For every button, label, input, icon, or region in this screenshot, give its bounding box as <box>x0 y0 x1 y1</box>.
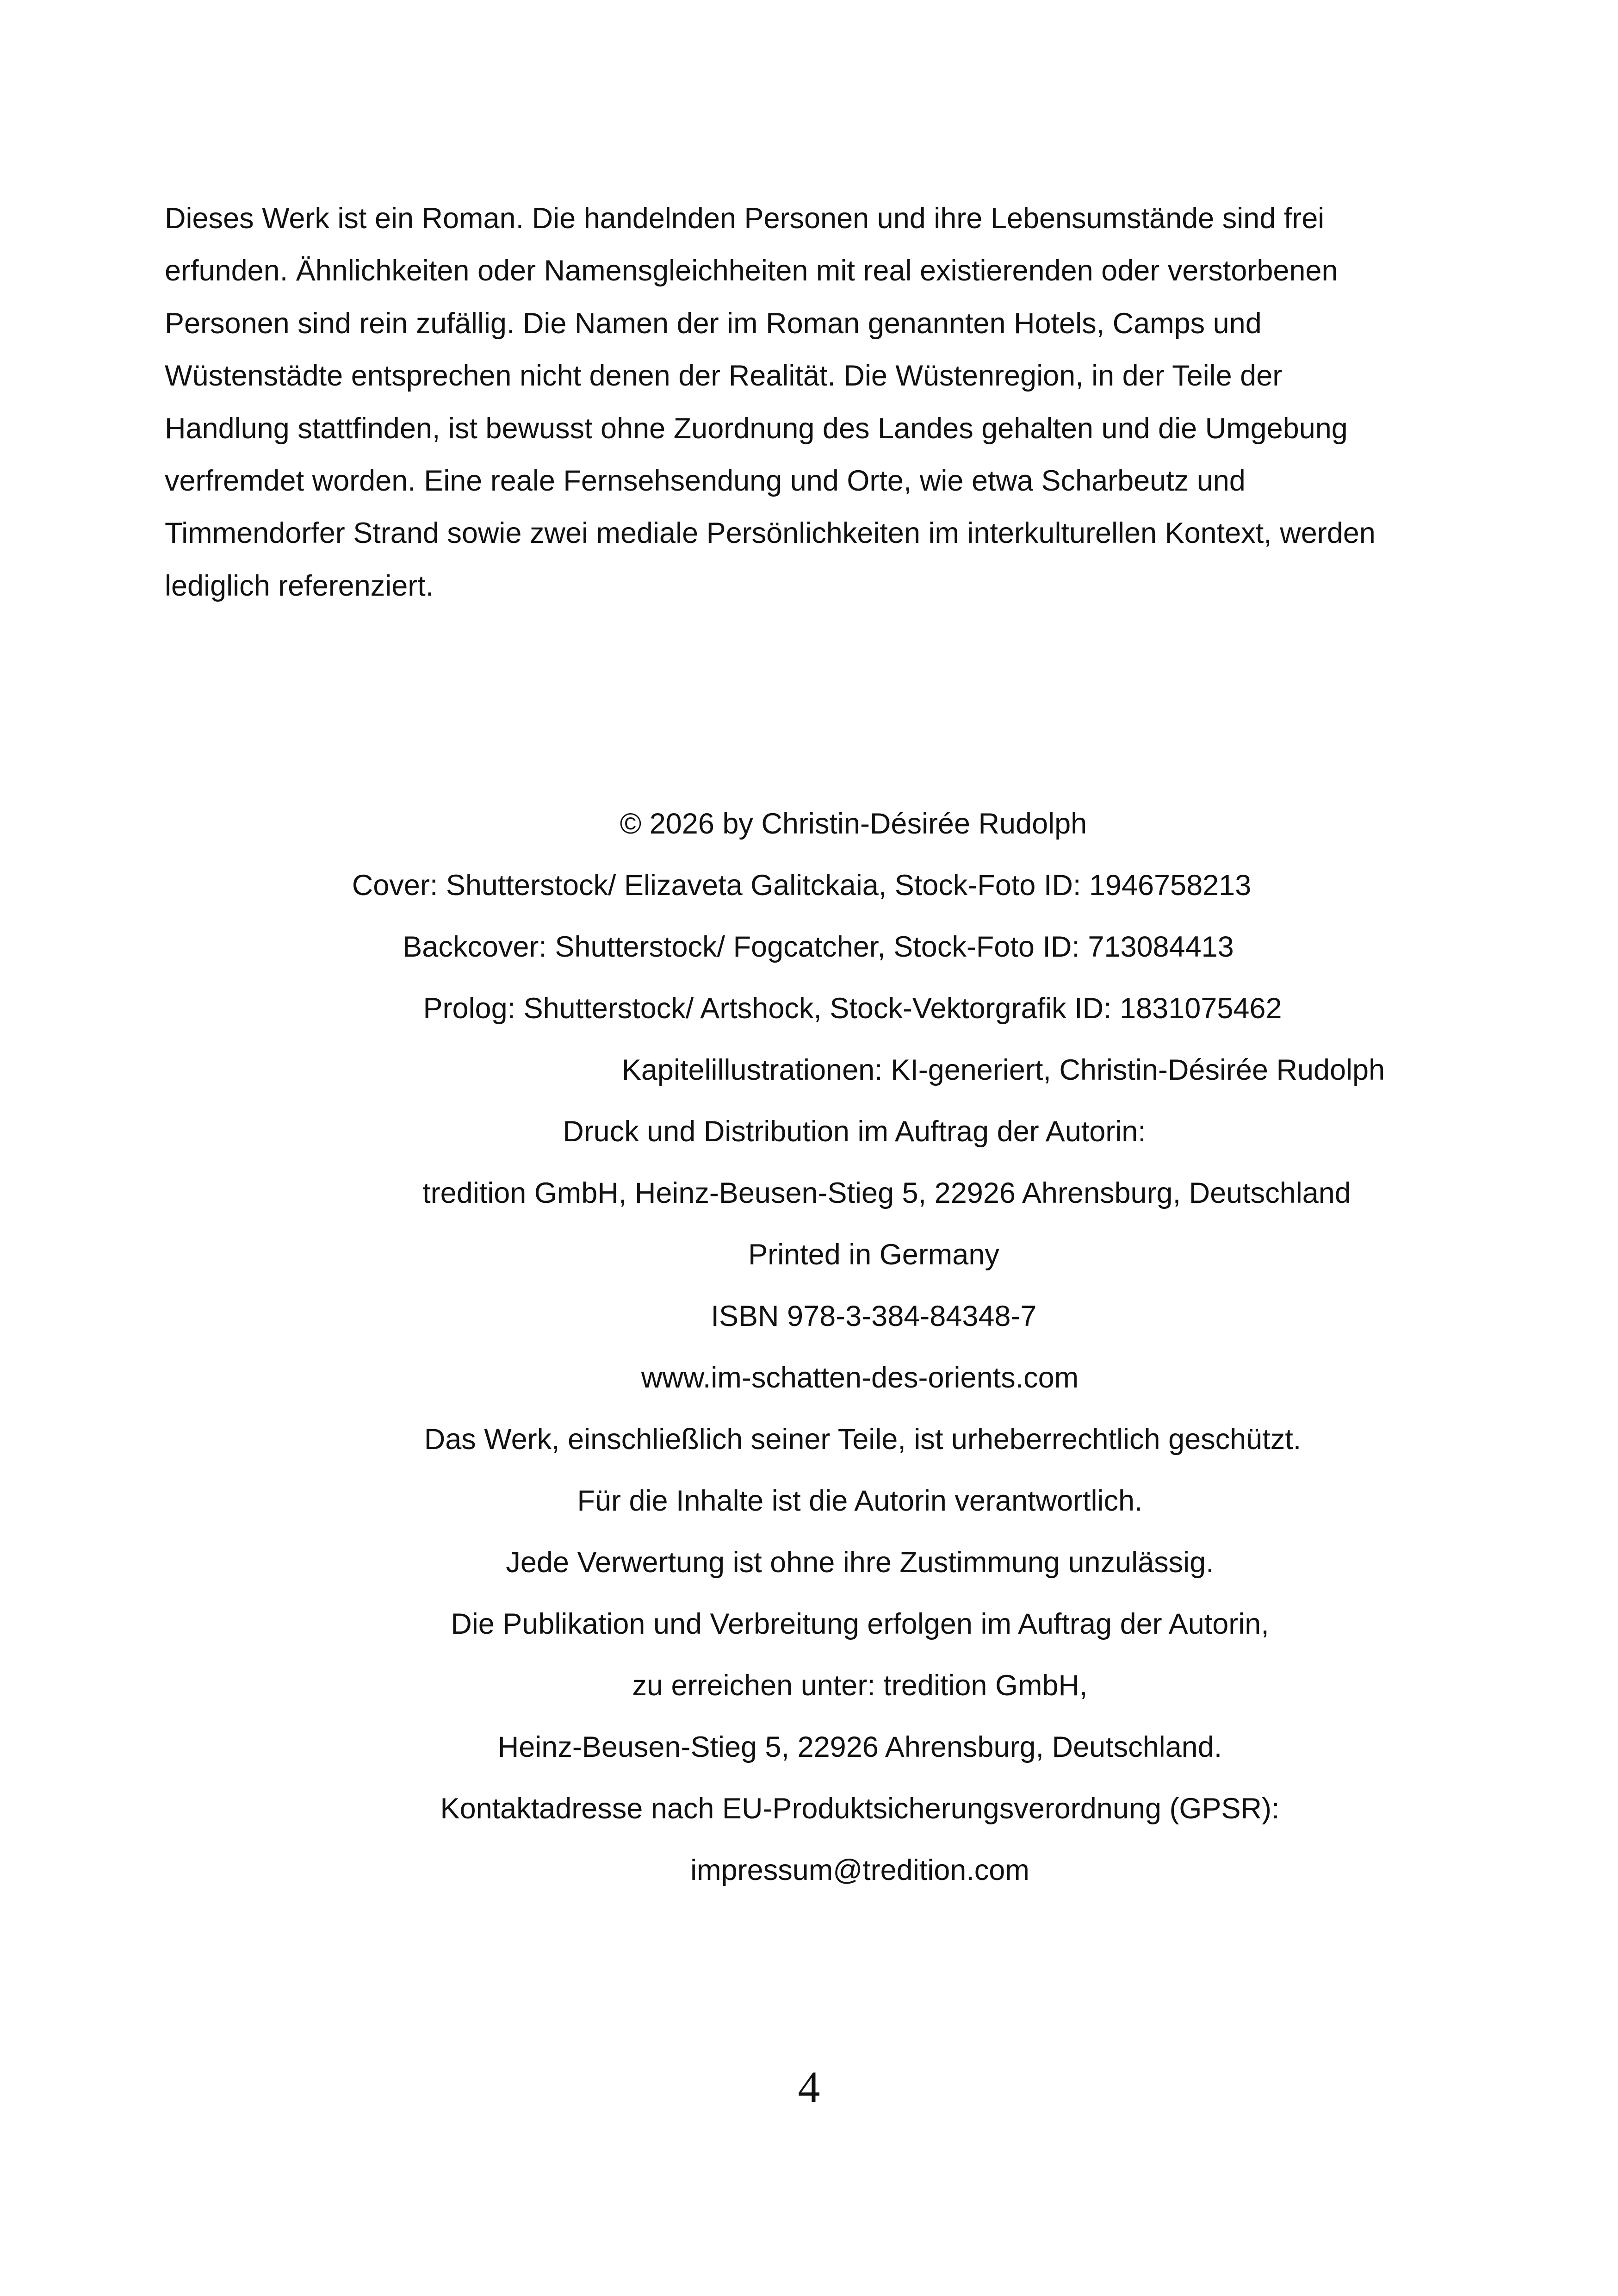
publication-notice-line: Die Publikation und Verbreitung erfolgen im Auftrag der Autorin, <box>451 1608 1269 1640</box>
copyright-line: © 2026 by Christin-Désirée Rudolph <box>620 808 1087 840</box>
disclaimer-line: verfremdet worden. Eine reale Fernsehsendung und Orte, wie etwa Scharbeutz und <box>165 464 1246 497</box>
printed-in-line: Printed in Germany <box>748 1238 999 1271</box>
print-distribution-line: Druck und Distribution im Auftrag der Autorin: <box>563 1115 1146 1148</box>
usage-notice-line: Jede Verwertung ist ohne ihre Zustimmung unzulässig. <box>506 1546 1214 1579</box>
copyright-notice-line: Das Werk, einschließlich seiner Teile, ist urheberrechtlich geschützt. <box>424 1423 1302 1456</box>
backcover-credit: Backcover: Shutterstock/ Fogcatcher, Stock-Foto ID: 713084413 <box>403 931 1234 963</box>
disclaimer-line: lediglich referenziert. <box>165 569 434 602</box>
disclaimer-line: Timmendorfer Strand sowie zwei mediale Persönlichkeiten im interkulturellen Kontext, werden <box>165 517 1376 550</box>
email-link[interactable]: impressum@tredition.com <box>690 1854 1029 1886</box>
disclaimer-line: Dieses Werk ist ein Roman. Die handelnden Personen und ihre Lebensumstände sind frei <box>165 202 1325 235</box>
disclaimer-line: Wüstenstädte entsprechen nicht denen der Realität. Die Wüstenregion, in der Teile der <box>165 360 1283 392</box>
publisher-address-line: tredition GmbH, Heinz-Beusen-Stieg 5, 22926 Ahrensburg, Deutschland <box>422 1177 1351 1209</box>
reachable-at-line: zu erreichen unter: tredition GmbH, <box>632 1669 1088 1702</box>
responsibility-line: Für die Inhalte ist die Autorin verantwortlich. <box>577 1485 1143 1517</box>
disclaimer-line: erfunden. Ähnlichkeiten oder Namensgleichheiten mit real existierenden oder verstorbenen <box>165 255 1338 287</box>
gpsr-contact-line: Kontaktadresse nach EU-Produktsicherungsverordnung (GPSR): <box>440 1792 1280 1825</box>
disclaimer-line: Handlung stattfinden, ist bewusst ohne Zuordnung des Landes gehalten und die Umgebung <box>165 412 1348 445</box>
chapter-illustrations-credit: Kapitelillustrationen: KI-generiert, Christin-Désirée Rudolph <box>621 1054 1385 1086</box>
disclaimer-line: Personen sind rein zufällig. Die Namen der im Roman genannten Hotels, Camps und <box>165 307 1262 340</box>
page-number: 4 <box>798 2062 820 2112</box>
reachable-address-line: Heinz-Beusen-Stieg 5, 22926 Ahrensburg, Deutschland. <box>497 1731 1222 1763</box>
website-link[interactable]: www.im-schatten-des-orients.com <box>641 1362 1079 1394</box>
prolog-credit: Prolog: Shutterstock/ Artshock, Stock-Vektorgrafik ID: 1831075462 <box>423 992 1282 1025</box>
fiction-disclaimer <box>165 193 1442 612</box>
cover-credit: Cover: Shutterstock/ Elizaveta Galitckaia, Stock-Foto ID: 1946758213 <box>352 869 1252 902</box>
isbn-line: ISBN 978-3-384-84348-7 <box>711 1300 1037 1332</box>
